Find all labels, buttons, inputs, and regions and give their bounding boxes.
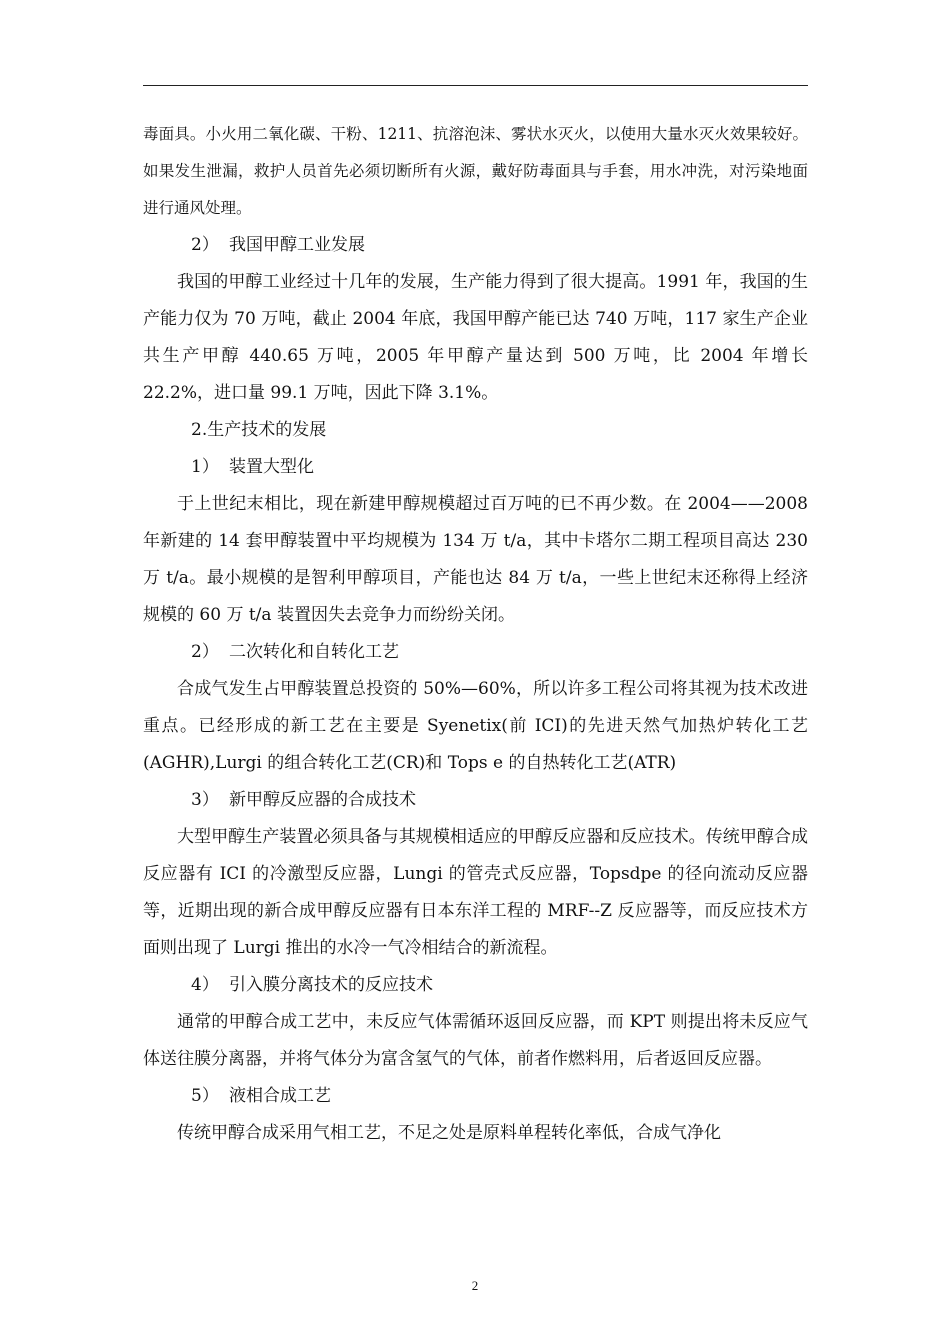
section-heading (143, 449, 808, 486)
heading-number: 5） (191, 1086, 219, 1106)
heading-number: 1） (191, 457, 219, 477)
heading-text: 装置大型化 (229, 457, 314, 477)
section-heading (143, 634, 808, 671)
paragraph-membrane: 通常的甲醇合成工艺中，未反应气体需循环返回反应器，而 KPT 则提出将未反应气体送往膜分离器，并将气体分为富含氢气的气体，前者作燃料用，后者返回反应器。 (143, 1012, 808, 1069)
heading-text: 新甲醇反应器的合成技术 (229, 790, 416, 810)
paragraph-reforming: 合成气发生占甲醇装置总投资的 50%—60%，所以许多工程公司将其视为技术改进重点。已经形成的新工艺在主要是 Syenetix(前 ICI)的先进天然气加热炉转化工艺(AGHR),Lurgi 的组合转化工艺(CR)和 Tops e 的自热转化工艺(ATR) (143, 679, 808, 773)
header-rule (143, 85, 808, 86)
heading-text: 液相合成工艺 (229, 1086, 331, 1106)
section-heading (143, 227, 808, 264)
heading-number: 4） (191, 975, 219, 995)
heading-number: 2） (191, 235, 219, 255)
section-heading (143, 967, 808, 1004)
section-heading: 2.生产技术的发展 (191, 420, 327, 440)
heading-number: 3） (191, 790, 219, 810)
paragraph-fire-safety: 毒面具。小火用二氧化碳、干粉、1211、抗溶泡沫、雾状水灭火，以使用大量水灭火效果较好。如果发生泄漏，救护人员首先必须切断所有火源，戴好防毒面具与手套，用水冲洗，对污染地面进行通风处理。 (143, 125, 808, 217)
page-body (143, 116, 808, 1152)
section-heading (143, 782, 808, 819)
heading-text: 二次转化和自转化工艺 (229, 642, 399, 662)
paragraph-large-scale: 于上世纪末相比，现在新建甲醇规模超过百万吨的已不再少数。在 2004——2008 年新建的 14 套甲醇装置中平均规模为 134 万 t/a，其中卡塔尔二期工程项目高达 230 万 t/a。最小规模的是智利甲醇项目，产能也达 84 万 t/a，一些上世纪末还称得上经济规模的 60 万 t/a 装置因失去竞争力而纷纷关闭。 (143, 494, 808, 625)
heading-number: 2） (191, 642, 219, 662)
paragraph-industry-development: 我国的甲醇工业经过十几年的发展，生产能力得到了很大提高。1991 年，我国的生产能力仅为 70 万吨，截止 2004 年底，我国甲醇产能已达 740 万吨，117 家生产企业共生产甲醇 440.65 万吨，2005 年甲醇产量达到 500 万吨，比 2004 年增长 22.2%，进口量 99.1 万吨，因此下降 3.1%。 (143, 272, 808, 403)
section-heading (143, 1078, 808, 1115)
heading-text: 我国甲醇工业发展 (229, 235, 365, 255)
heading-text: 引入膜分离技术的反应技术 (229, 975, 433, 995)
page-number: 2 (471, 1278, 479, 1293)
paragraph-reactors: 大型甲醇生产装置必须具备与其规模相适应的甲醇反应器和反应技术。传统甲醇合成反应器有 ICI 的冷激型反应器，Lungi 的管壳式反应器，Topsdpe 的径向流动反应器等，近期出现的新合成甲醇反应器有日本东洋工程的 MRF--Z 反应器等，而反应技术方面则出现了 Lurgi 推出的水冷一气冷相结合的新流程。 (143, 827, 808, 958)
paragraph-liquid-phase: 传统甲醇合成采用气相工艺，不足之处是原料单程转化率低，合成气净化 (177, 1123, 721, 1143)
